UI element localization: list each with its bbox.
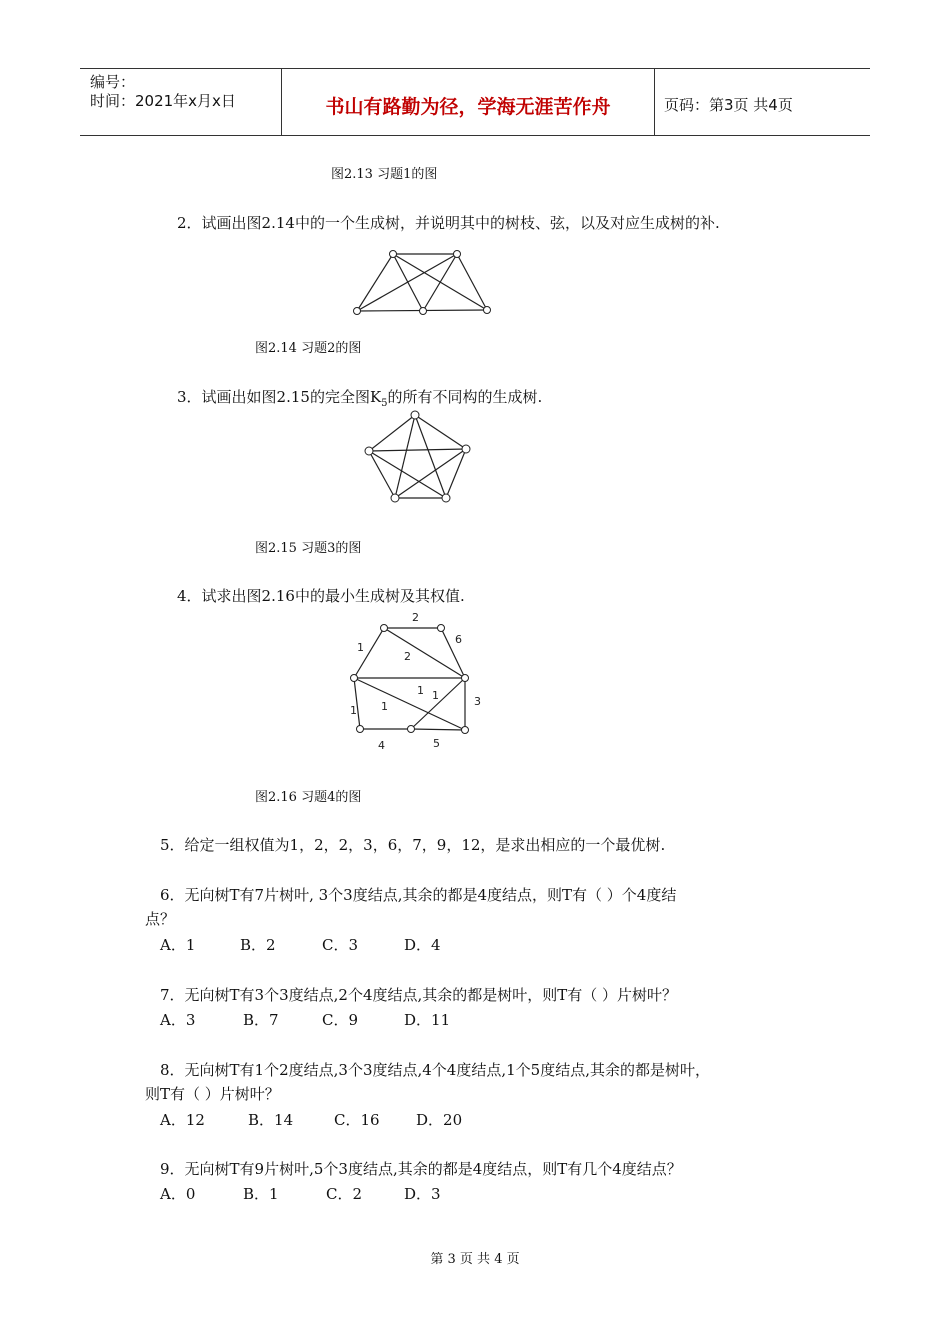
fig-2-16-weight-label: 2	[404, 650, 411, 663]
caption-fig-2-13: 图2.13 习题1的图	[331, 167, 438, 182]
fig-2-16-weight-label: 1	[432, 689, 439, 702]
question-6-line-1: 6．无向树T有7片树叶, 3个3度结点,其余的都是4度结点，则T有（ ）个4度结	[160, 886, 677, 904]
question-5: 5．给定一组权值为1，2，2，3，6，7，9，12，是求出相应的一个最优树.	[160, 836, 666, 854]
question-8-line-1: 8．无向树T有1个2度结点,3个3度结点,4个4度结点,1个5度结点,其余的都是树叶，	[160, 1061, 710, 1079]
fig-2-15-vertex	[462, 445, 470, 453]
fig-2-16-weight-label: 3	[474, 695, 481, 708]
caption-fig-2-14: 图2.14 习题2的图	[255, 341, 362, 356]
fig-2-14-vertex	[354, 308, 361, 315]
caption-fig-2-16: 图2.16 习题4的图	[255, 790, 362, 805]
question-6-option-c: C．3	[322, 936, 359, 954]
question-8-option-a: A．12	[160, 1111, 205, 1129]
question-6-line-2: 点？	[145, 910, 176, 928]
fig-2-16-weight-label: 6	[455, 633, 462, 646]
fig-2-15-vertex	[411, 411, 419, 419]
question-7-line-1: 7．无向树T有3个3度结点,2个4度结点,其余的都是树叶，则T有（ ）片树叶？	[160, 986, 678, 1004]
fig-2-16-vertex	[351, 675, 358, 682]
question-9-option-b: B．1	[243, 1185, 279, 1203]
fig-2-16-vertex	[357, 726, 364, 733]
fig-2-16-weight-label: 1	[417, 684, 424, 697]
question-3-text-pre: 3．试画出如图2.15的完全图K	[177, 388, 382, 406]
fig-2-16-weight-label: 2	[412, 611, 419, 624]
fig-2-16-vertex	[438, 625, 445, 632]
question-9-line-1: 9．无向树T有9片树叶,5个3度结点,其余的都是4度结点，则T有几个4度结点？	[160, 1160, 682, 1178]
fig-2-15-vertex	[442, 494, 450, 502]
question-6-option-a: A．1	[160, 936, 196, 954]
fig-2-16-weight-label: 1	[381, 700, 388, 713]
question-9-option-a: A．0	[160, 1185, 196, 1203]
question-9-option-d: D．3	[404, 1185, 441, 1203]
fig-2-14-edge	[423, 254, 457, 311]
question-6-option-d: D．4	[404, 936, 441, 954]
fig-2-15-vertex	[391, 494, 399, 502]
header-bottom-rule	[80, 135, 870, 136]
fig-2-14-edge	[357, 254, 393, 311]
fig-2-16-vertex	[462, 675, 469, 682]
header-number-label: 编号：	[90, 73, 136, 91]
fig-2-16-edge	[354, 678, 465, 730]
question-8-option-b: B．14	[248, 1111, 294, 1129]
figure-2-15-k5-graph	[360, 406, 475, 508]
figure-2-16-weighted-graph	[340, 606, 490, 756]
fig-2-16-weight-label: 4	[378, 739, 385, 752]
fig-2-14-vertex	[390, 251, 397, 258]
header-top-rule	[80, 68, 870, 69]
figure-2-14-graph	[345, 244, 495, 320]
fig-2-15-edge	[369, 451, 446, 498]
fig-2-15-edge	[415, 415, 446, 498]
fig-2-16-vertex	[462, 727, 469, 734]
question-4: 4．试求出图2.16中的最小生成树及其权值.	[177, 587, 465, 605]
question-8-option-c: C．16	[334, 1111, 380, 1129]
header-motto: 书山有路勤为径，学海无涯苦作舟	[325, 96, 611, 118]
question-7-option-d: D．11	[404, 1011, 451, 1029]
question-7-option-b: B．7	[243, 1011, 279, 1029]
question-3-subscript: 5	[381, 398, 388, 409]
page-footer: 第 3 页 共 4 页	[430, 1252, 520, 1267]
fig-2-15-edge	[369, 449, 466, 451]
caption-fig-2-15: 图2.15 习题3的图	[255, 541, 362, 556]
fig-2-16-weight-label: 1	[357, 641, 364, 654]
fig-2-16-weight-label: 5	[433, 737, 440, 750]
question-7-option-a: A．3	[160, 1011, 196, 1029]
header-page-label: 页码：第3页 共4页	[664, 96, 793, 114]
question-6-option-b: B．2	[240, 936, 276, 954]
question-3-text-post: 的所有不同构的生成树.	[387, 388, 543, 406]
fig-2-16-vertex	[408, 726, 415, 733]
fig-2-15-vertex	[365, 447, 373, 455]
question-9-option-c: C．2	[326, 1185, 363, 1203]
fig-2-16-vertex	[381, 625, 388, 632]
header-time-label: 时间：2021年x月x日	[90, 92, 236, 110]
question-7-option-c: C．9	[322, 1011, 359, 1029]
fig-2-14-vertex	[420, 308, 427, 315]
header-divider-right	[654, 68, 655, 136]
fig-2-15-edge	[415, 415, 466, 449]
fig-2-16-edge	[411, 729, 465, 730]
fig-2-14-vertex	[454, 251, 461, 258]
question-2: 2．试画出图2.14中的一个生成树，并说明其中的树枝、弦，以及对应生成树的补.	[177, 214, 720, 232]
fig-2-15-edge	[369, 451, 395, 498]
fig-2-16-weight-label: 1	[350, 704, 357, 717]
question-8-option-d: D．20	[416, 1111, 463, 1129]
question-8-line-2: 则T有（ ）片树叶？	[145, 1085, 280, 1103]
fig-2-14-vertex	[484, 307, 491, 314]
